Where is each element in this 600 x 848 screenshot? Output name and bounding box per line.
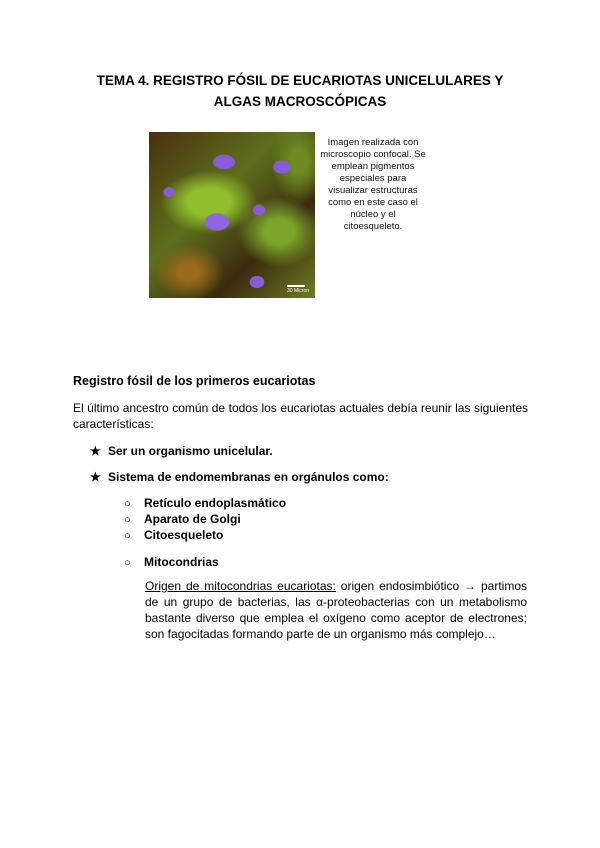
sub-list-item (124, 512, 241, 526)
section-heading: Registro fósil de los primeros eucariotas (73, 374, 316, 388)
circle-bullet-icon: ○ (124, 498, 131, 510)
sub-item-text: Mitocondrias (144, 555, 219, 569)
bullet-text: Ser un organismo unicelular. (108, 444, 273, 458)
sub-item-text: Citoesqueleto (144, 528, 224, 542)
star-bullet-icon: ★ (90, 470, 101, 484)
title-line-2: ALGAS MACROSCÓPICAS (213, 94, 387, 109)
title-line-1: TEMA 4. REGISTRO FÓSIL DE EUCARIOTAS UNICELULARES Y (96, 73, 504, 88)
intro-paragraph: El último ancestro común de todos los eucariotas actuales debía reunir las siguientes características: (73, 401, 528, 431)
sub-list-item (124, 528, 223, 542)
bullet-item (90, 444, 273, 458)
sub-list-item (124, 496, 286, 510)
sub-item-text: Retículo endoplasmático (144, 496, 287, 510)
confocal-microscopy-image (149, 132, 315, 298)
underlined-term: Origen de mitocondrias eucariotas: (145, 579, 336, 593)
scale-bar-line (287, 285, 305, 287)
detail-text: origen endosimbiótico → partimos de un grupo de bacterias, las α-proteobacterias con un metabolismo bastante diverso que emplea el oxígeno como aceptor de electrones; son fagocitadas formando parte de un organismo más complejo… (145, 579, 527, 641)
scale-bar (287, 285, 309, 294)
sub-list-item (124, 555, 219, 569)
sub-item-text: Aparato de Golgi (144, 512, 241, 526)
star-bullet-icon: ★ (90, 444, 101, 458)
circle-bullet-icon: ○ (124, 557, 131, 569)
figure-caption: Imagen realizada con microscopio confocal. Se emplean pigmentos especiales para visualizar estructuras como en este caso el núcleo y el citoesqueleto. (320, 137, 426, 232)
scale-bar-label: 30 Micron (287, 288, 309, 294)
circle-bullet-icon: ○ (124, 530, 131, 542)
mitochondria-origin-paragraph (145, 578, 527, 642)
circle-bullet-icon: ○ (124, 514, 131, 526)
bullet-item (90, 470, 389, 484)
page-title (70, 70, 530, 112)
bullet-text: Sistema de endomembranas en orgánulos como: (108, 470, 389, 484)
